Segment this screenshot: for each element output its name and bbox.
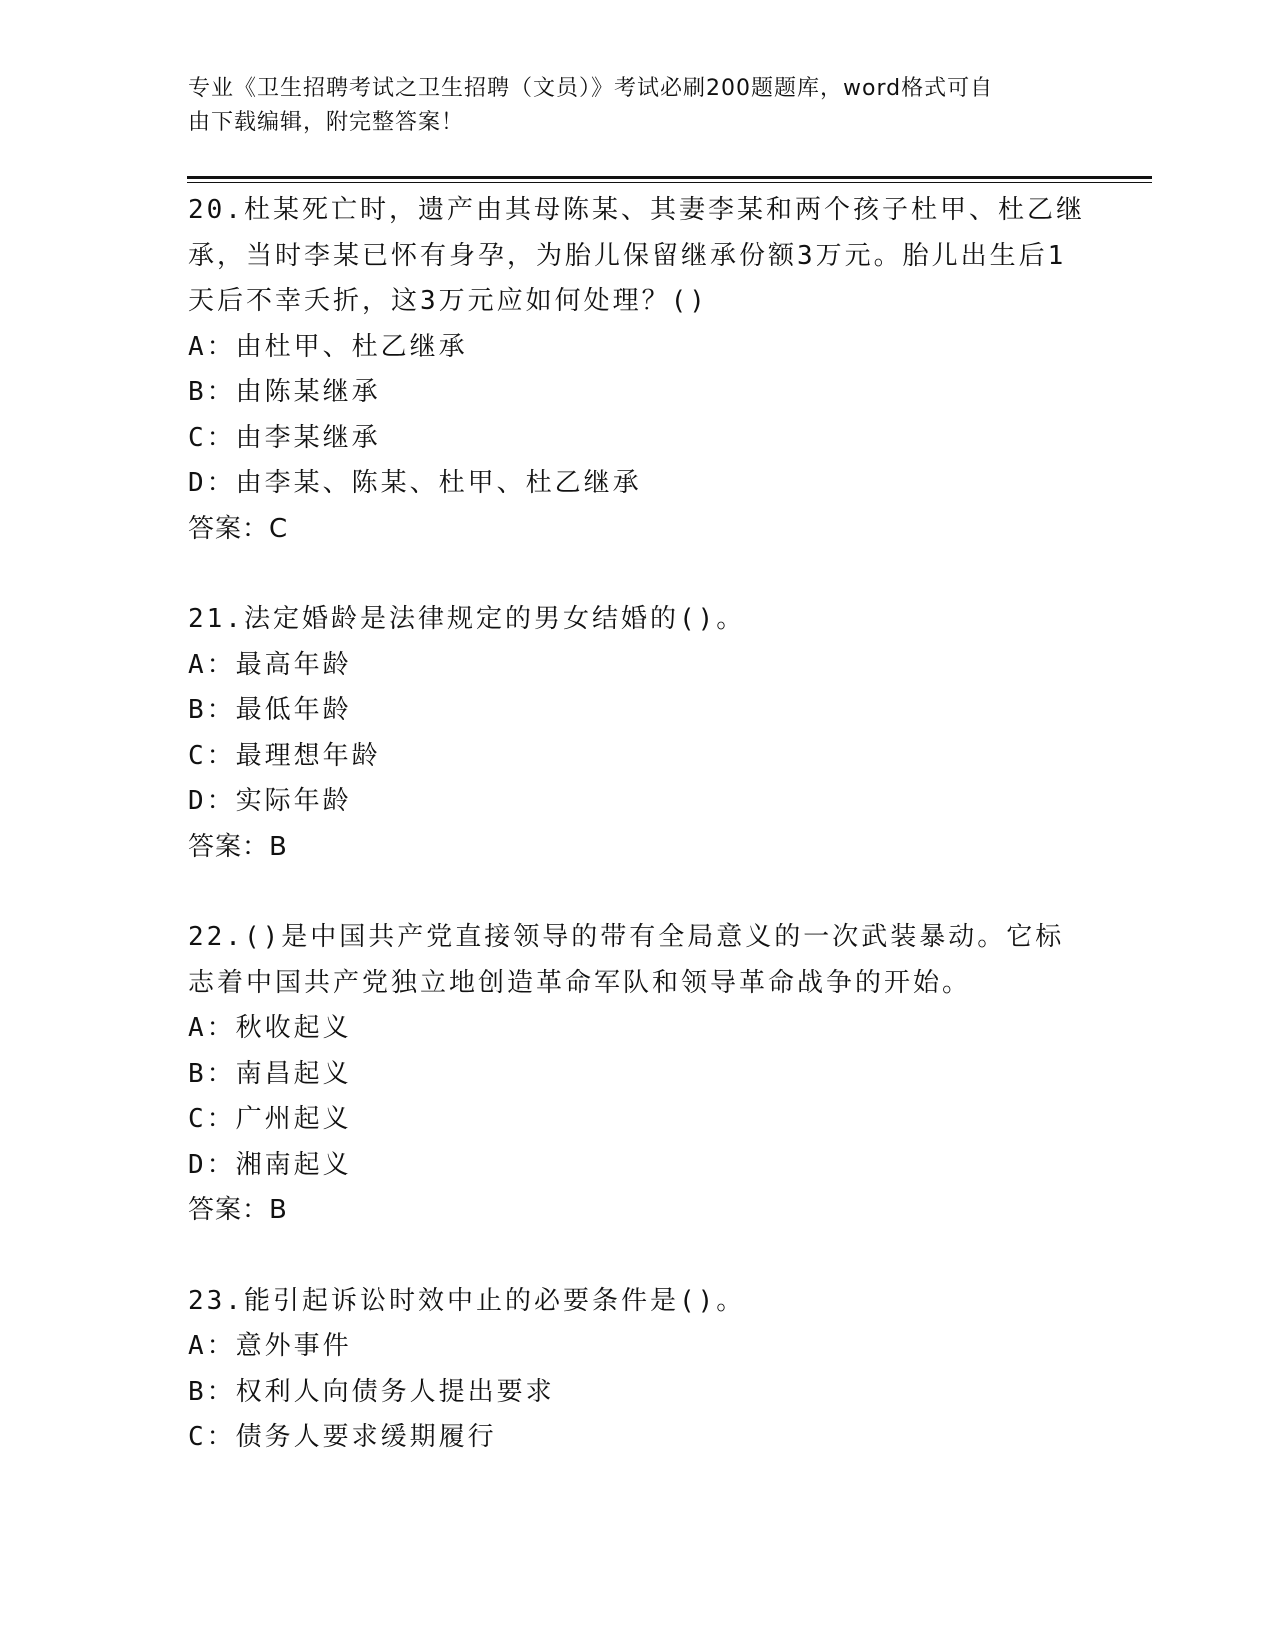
answer: 答案：C <box>188 513 289 544</box>
question-stem: 20.杜某死亡时，遗产由其母陈某、其妻李某和两个孩子杜甲、杜乙继承，当时李某已怀有身孕，为胎儿保留继承份额3万元。胎儿出生后1天后不幸夭折，这3万元应如何处理？() <box>188 195 1085 316</box>
question-stem: 23.能引起诉讼时效中止的必要条件是()。 <box>188 1285 746 1316</box>
question-20 <box>188 188 1088 552</box>
option-c: C：由李某继承 <box>188 422 381 453</box>
document-header <box>188 72 1068 140</box>
option-a: A：意外事件 <box>188 1331 352 1361</box>
option-b: B：南昌起义 <box>188 1058 352 1089</box>
question-stem: 22.()是中国共产党直接领导的带有全局意义的一次武装暴动。它标志着中国共产党独立地创造革命军队和领导革命战争的开始。 <box>188 922 1065 998</box>
answer: 答案：B <box>188 831 288 862</box>
option-c: C：债务人要求缓期履行 <box>188 1422 497 1452</box>
option-a: A：最高年龄 <box>188 649 352 680</box>
header-divider-thick <box>187 176 1152 179</box>
option-b: B：权利人向债务人提出要求 <box>188 1376 555 1407</box>
option-b: B：最低年龄 <box>188 695 352 725</box>
question-list <box>188 188 1088 1506</box>
question-23 <box>188 1279 1088 1461</box>
option-b: B：由陈某继承 <box>188 377 381 407</box>
option-d: D：实际年龄 <box>188 786 352 816</box>
option-a: A：秋收起义 <box>188 1013 352 1043</box>
option-c: C：广州起义 <box>188 1104 352 1134</box>
question-stem: 21.法定婚龄是法律规定的男女结婚的()。 <box>188 604 746 634</box>
option-d: D：由李某、陈某、杜甲、杜乙继承 <box>188 468 642 498</box>
question-22 <box>188 915 1088 1234</box>
option-d: D：湘南起义 <box>188 1149 352 1180</box>
question-21 <box>188 597 1088 870</box>
answer: 答案：B <box>188 1195 288 1225</box>
header-divider-thin <box>187 182 1152 183</box>
header-line-2: 由下载编辑，附完整答案！ <box>188 110 465 135</box>
option-a: A：由杜甲、杜乙继承 <box>188 331 468 362</box>
header-line-1: 专业《卫生招聘考试之卫生招聘（文员）》考试必刷200题题库，word格式可自 <box>188 76 994 101</box>
option-c: C：最理想年龄 <box>188 740 381 771</box>
